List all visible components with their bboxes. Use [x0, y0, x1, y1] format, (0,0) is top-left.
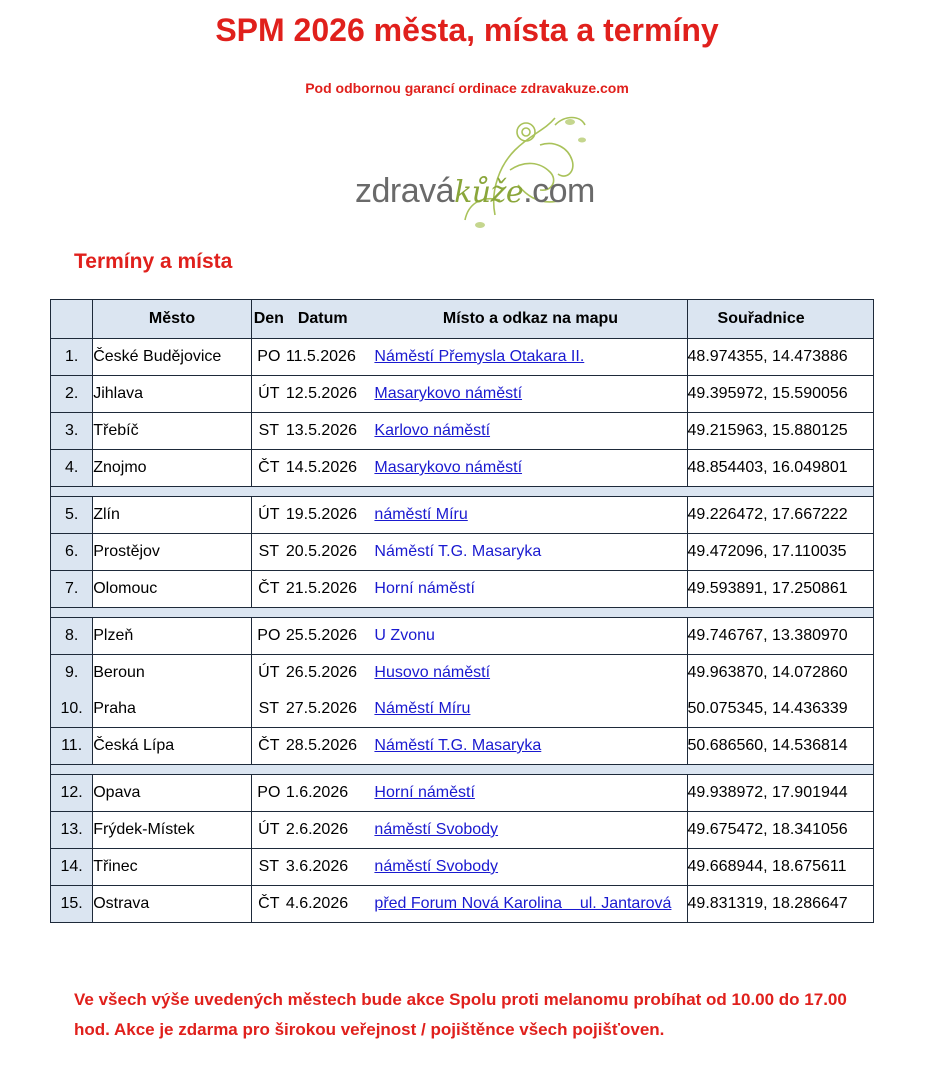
map-link[interactable]: před Forum Nová Karolina ul. Jantarová [374, 895, 672, 912]
date-cell: 28.5.2026 [286, 728, 375, 765]
date-cell: 19.5.2026 [286, 497, 375, 534]
table-row [51, 450, 874, 487]
day-cell: ÚT [251, 812, 286, 849]
coordinates-cell: 50.075345, 14.436339 [687, 691, 873, 728]
section-title: Termíny a místa [74, 250, 233, 273]
place-cell [374, 849, 687, 886]
map-link[interactable]: náměstí Míru [374, 506, 468, 523]
table-row [51, 339, 874, 376]
separator-cell [51, 487, 874, 497]
coordinates-cell: 49.472096, 17.110035 [687, 534, 873, 571]
row-number: 5. [51, 497, 93, 534]
city-cell: Třinec [93, 849, 252, 886]
place-cell [374, 534, 687, 571]
city-cell: Frýdek-Místek [93, 812, 252, 849]
page-title: SPM 2026 města, místa a termíny [215, 12, 719, 48]
row-number: 13. [51, 812, 93, 849]
map-link[interactable]: Karlovo náměstí [374, 422, 491, 439]
row-number: 7. [51, 571, 93, 608]
zdravakuze-logo [340, 110, 630, 235]
place-cell [374, 812, 687, 849]
place-cell [374, 775, 687, 812]
table-row [51, 849, 874, 886]
place-cell [374, 886, 687, 923]
coordinates-cell: 49.668944, 18.675611 [687, 849, 873, 886]
date-cell: 20.5.2026 [286, 534, 375, 571]
table-row [51, 413, 874, 450]
coordinates-cell: 49.226472, 17.667222 [687, 497, 873, 534]
city-cell: Opava [93, 775, 252, 812]
city-cell: Jihlava [93, 376, 252, 413]
group-separator [51, 487, 874, 497]
coordinates-cell: 48.854403, 16.049801 [687, 450, 873, 487]
map-link[interactable]: náměstí Svobody [374, 821, 499, 838]
day-cell: PO [251, 339, 286, 376]
col-header-coord: Souřadnice [687, 300, 873, 339]
logo-wordmark [355, 172, 595, 211]
row-number: 4. [51, 450, 93, 487]
group-separator [51, 765, 874, 775]
coordinates-cell: 49.675472, 18.341056 [687, 812, 873, 849]
place-cell [374, 497, 687, 534]
table-row [51, 618, 874, 655]
table-row [51, 376, 874, 413]
map-link[interactable]: Husovo náměstí [374, 664, 491, 681]
date-cell: 12.5.2026 [286, 376, 375, 413]
schedule-table [50, 299, 874, 923]
page-subtitle: Pod odbornou garancí ordinace zdravakuze.com [305, 80, 629, 96]
map-link[interactable]: Masarykovo náměstí [374, 385, 523, 402]
table-row [51, 812, 874, 849]
place-cell [374, 339, 687, 376]
col-header-num [51, 300, 93, 339]
city-cell: Praha [93, 691, 252, 728]
place-cell [374, 655, 687, 692]
date-cell: 26.5.2026 [286, 655, 375, 692]
row-number: 9. [51, 655, 93, 692]
coordinates-cell: 48.974355, 14.473886 [687, 339, 873, 376]
logo-text-mid: kůže [454, 175, 524, 210]
separator-cell [51, 765, 874, 775]
map-link[interactable]: Náměstí Míru [374, 700, 471, 717]
city-cell: Olomouc [93, 571, 252, 608]
date-cell: 13.5.2026 [286, 413, 375, 450]
city-cell: Beroun [93, 655, 252, 692]
row-number: 11. [51, 728, 93, 765]
date-cell: 2.6.2026 [286, 812, 375, 849]
place-label: Náměstí T.G. Masaryka [374, 543, 542, 560]
table-row [51, 728, 874, 765]
place-cell [374, 691, 687, 728]
map-link[interactable]: Náměstí T.G. Masaryka [374, 737, 542, 754]
map-link[interactable]: Horní náměstí [374, 784, 475, 801]
table-row [51, 534, 874, 571]
date-cell: 1.6.2026 [286, 775, 375, 812]
city-cell: České Budějovice [93, 339, 252, 376]
day-cell: ČT [251, 728, 286, 765]
group-separator [51, 608, 874, 618]
day-cell: ST [251, 534, 286, 571]
row-number: 14. [51, 849, 93, 886]
place-cell [374, 728, 687, 765]
coordinates-cell: 49.746767, 13.380970 [687, 618, 873, 655]
footer-note: Ve všech výše uvedených městech bude akce Spolu proti melanomu probíhat od 10.00 do 17.00 hod. Akce je zdarma pro širokou veřejnost / pojištěnce všech pojišťoven. [74, 990, 847, 1039]
table-row [51, 571, 874, 608]
coordinates-cell: 49.215963, 15.880125 [687, 413, 873, 450]
table-row [51, 886, 874, 923]
coordinates-cell: 49.593891, 17.250861 [687, 571, 873, 608]
place-cell [374, 450, 687, 487]
col-header-day: Den [251, 300, 286, 339]
logo-text-end: .com [523, 172, 595, 210]
place-cell [374, 571, 687, 608]
row-number: 6. [51, 534, 93, 571]
day-cell: ST [251, 691, 286, 728]
city-cell: Třebíč [93, 413, 252, 450]
date-cell: 21.5.2026 [286, 571, 375, 608]
date-cell: 25.5.2026 [286, 618, 375, 655]
row-number: 12. [51, 775, 93, 812]
col-header-city: Město [93, 300, 252, 339]
coordinates-cell: 49.938972, 17.901944 [687, 775, 873, 812]
day-cell: ST [251, 849, 286, 886]
table-row [51, 691, 874, 728]
col-header-date: Datum [286, 300, 375, 339]
day-cell: ÚT [251, 376, 286, 413]
map-link[interactable]: náměstí Svobody [374, 858, 499, 875]
coordinates-cell: 49.395972, 15.590056 [687, 376, 873, 413]
table-header-row [51, 300, 874, 339]
row-number: 2. [51, 376, 93, 413]
separator-cell [51, 608, 874, 618]
col-header-place: Místo a odkaz na mapu [374, 300, 687, 339]
row-number: 15. [51, 886, 93, 923]
city-cell: Prostějov [93, 534, 252, 571]
place-label: U Zvonu [374, 627, 435, 644]
coordinates-cell: 49.963870, 14.072860 [687, 655, 873, 692]
day-cell: ÚT [251, 655, 286, 692]
day-cell: ČT [251, 450, 286, 487]
city-cell: Znojmo [93, 450, 252, 487]
date-cell: 14.5.2026 [286, 450, 375, 487]
city-cell: Česká Lípa [93, 728, 252, 765]
date-cell: 11.5.2026 [286, 339, 375, 376]
date-cell: 27.5.2026 [286, 691, 375, 728]
day-cell: PO [251, 775, 286, 812]
table-row [51, 497, 874, 534]
day-cell: ÚT [251, 497, 286, 534]
table-row [51, 655, 874, 692]
place-cell [374, 413, 687, 450]
place-cell [374, 376, 687, 413]
date-cell: 4.6.2026 [286, 886, 375, 923]
row-number: 8. [51, 618, 93, 655]
day-cell: PO [251, 618, 286, 655]
place-label: Horní náměstí [374, 580, 475, 597]
day-cell: ČT [251, 571, 286, 608]
date-cell: 3.6.2026 [286, 849, 375, 886]
row-number: 10. [51, 691, 93, 728]
day-cell: ČT [251, 886, 286, 923]
map-link[interactable]: Náměstí Přemysla Otakara II. [374, 348, 585, 365]
table-row [51, 775, 874, 812]
coordinates-cell: 49.831319, 18.286647 [687, 886, 873, 923]
row-number: 1. [51, 339, 93, 376]
row-number: 3. [51, 413, 93, 450]
city-cell: Plzeň [93, 618, 252, 655]
city-cell: Ostrava [93, 886, 252, 923]
day-cell: ST [251, 413, 286, 450]
place-cell [374, 618, 687, 655]
coordinates-cell: 50.686560, 14.536814 [687, 728, 873, 765]
city-cell: Zlín [93, 497, 252, 534]
map-link[interactable]: Masarykovo náměstí [374, 459, 523, 476]
logo-text-start: zdravá [355, 172, 455, 210]
